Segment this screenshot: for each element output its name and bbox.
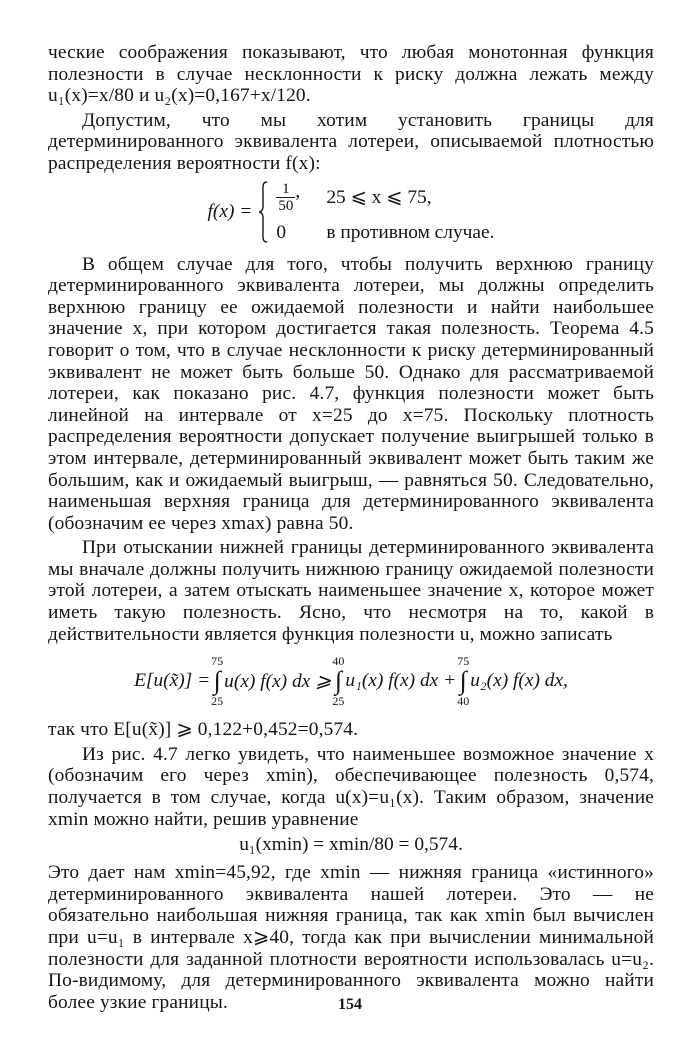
fraction-denominator: 50 <box>278 197 294 214</box>
fraction <box>276 181 295 214</box>
paragraph-6: Из рис. 4.7 легко увидеть, что наименьшее возможное значение x (обозначим его через xmin), обеспечивающее полезность 0,574, получается в том случае, когда u(x)=u₁(x). Таким образом, значение xmin можно найти, решив уравнение <box>48 743 654 830</box>
case-separator: , <box>295 180 301 202</box>
expected-utility-inequality <box>48 655 654 707</box>
paragraph-5: так что E[u(x̃)] ⩾ 0,122+0,452=0,574. <box>48 719 359 741</box>
integral-sign-icon: ∫ <box>334 666 342 696</box>
piecewise-density-formula <box>48 181 654 244</box>
integral-1-body: u(x) f(x) dx ⩾ <box>224 671 332 693</box>
integral-lhs: E[u(x̃)] = <box>134 670 211 692</box>
integral-sign-icon: ∫ <box>459 666 467 696</box>
fraction-numerator: 1 <box>282 180 290 197</box>
integral-2-body: u₁(x) f(x) dx + <box>345 670 457 692</box>
paragraph-1: ческие соображения показывают, что любая монотонная функция полезности в случае несклонности к риску должна лежать между u₁(x)=x/80 и u₂(x)=0,167+x/120. <box>48 42 654 107</box>
xmin-equation: u₁(xmin) = xmin/80 = 0,574. <box>239 834 463 856</box>
paragraph-7: Это дает нам xmin=45,92, где xmin — нижняя граница «истинного» детерминированного эквивалента нашей лотереи. Это — не обязательно наибольшая нижняя граница, так как xmin был вычислен при u=u₁ в интервале x⩾40, тогда как при вычислении минимальной полезности для заданной плотности вероятности использовалась u=u₂. По-видимому, для детерминированного эквивалента можно найти более узкие границы. <box>48 862 654 1013</box>
piecewise-case-1 <box>276 181 494 214</box>
paragraph-2: Допустим, что мы хотим установить границы для детерминированного эквивалента лотереи, описываемой плотностью распределения вероятности f(x): <box>48 109 654 174</box>
book-page <box>48 42 654 1016</box>
integral-sign-icon: ∫ <box>213 666 221 696</box>
integral-2: 40 ∫ 25 <box>332 654 345 709</box>
integral-3: 75 ∫ 40 <box>457 654 470 709</box>
case-2-value: 0 <box>276 221 287 243</box>
integral-1: 75 ∫ 25 <box>211 654 224 709</box>
piecewise-cases <box>276 181 494 244</box>
page-number: 154 <box>338 996 362 1013</box>
left-brace-icon <box>258 181 268 243</box>
case-1-condition: 25 ⩽ x ⩽ 75, <box>326 187 432 209</box>
paragraph-4: При отыскании нижней границы детерминированного эквивалента мы вначале должны получить нижнюю границу ожидаемой полезности этой лотереи, а затем отыскать наименьшее значение x, которое может иметь такую полезность. Ясно, что несмотря на то, какой в действительности является функция полезности u, можно записать <box>48 537 654 645</box>
piecewise-case-2 <box>276 222 494 244</box>
integral-3-body: u₂(x) f(x) dx, <box>470 670 568 692</box>
paragraph-3: В общем случае для того, чтобы получить верхнюю границу детерминированного эквивалента лотереи, мы должны определить верхнюю границу ее ожидаемой полезности и найти наибольшее значение x, при котором достигается такая полезность. Теорема 4.5 говорит о том, что в случае несклонности к риску детерминированный эквивалент не может быть больше 50. Однако для рассматриваемой лотереи, как показано рис. 4.7, функция полезности может быть линейной на интервале от x=25 до x=75. Поскольку плотность распределения вероятности допускает получение выигрышей только в этом интервале, детерминированный эквивалент может быть таким же большим, как и ожидаемый выигрыш, — равняться 50. Следовательно, наименьшая верхняя граница для детерминированного эквивалента (обозначим ее через xmax) равна 50. <box>48 253 654 534</box>
case-2-condition: в противном случае. <box>326 221 495 243</box>
piecewise-lhs: f(x) = <box>207 201 253 223</box>
